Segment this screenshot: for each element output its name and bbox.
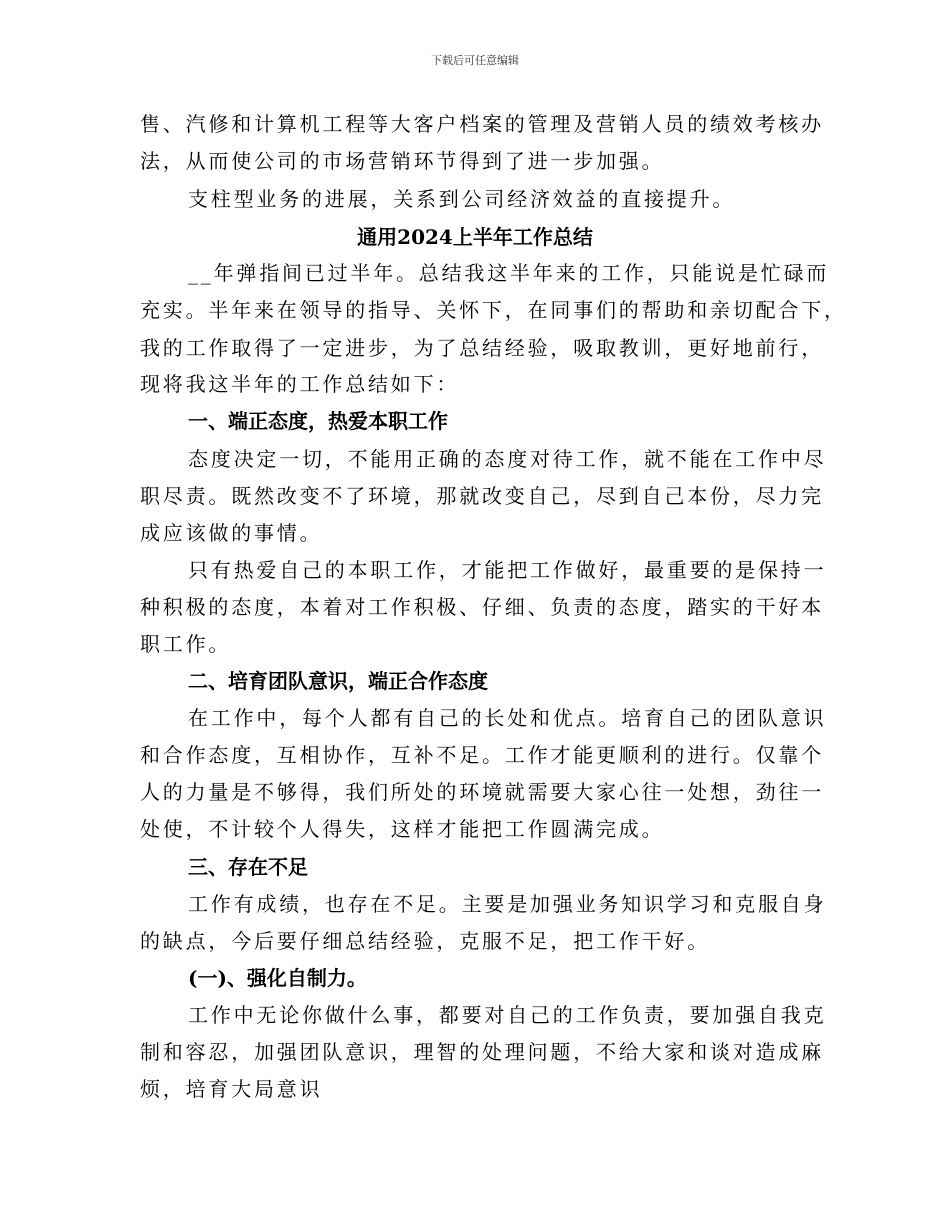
subsection-heading: (一)、强化自制力。 xyxy=(188,966,367,990)
page-header-note: 下载后可任意编辑 xyxy=(431,54,519,67)
body-line: 态度决定一切，不能用正确的态度对待工作，就不能在工作中尽 xyxy=(188,447,827,471)
body-line: 成应该做的事情。 xyxy=(140,521,323,545)
body-line: 支柱型业务的进展，关系到公司经济效益的直接提升。 xyxy=(188,187,736,211)
body-line: 法，从而使公司的市场营销环节得到了进一步加强。 xyxy=(140,149,665,173)
body-line: 的缺点，今后要仔细总结经验，克服不足，把工作干好。 xyxy=(140,929,710,953)
body-line: 种积极的态度，本着对工作积极、仔细、负责的态度，踏实的干好本 xyxy=(140,595,824,619)
body-line: 工作有成绩，也存在不足。主要是加强业务知识学习和克服自身 xyxy=(188,892,827,916)
body-line: 工作中无论你做什么事，都要对自己的工作负责，要加强自我克 xyxy=(188,1003,827,1027)
body-line: 只有热爱自己的本职工作，才能把工作做好，最重要的是保持一 xyxy=(188,558,827,582)
section-heading: 一、端正态度，热爱本职工作 xyxy=(188,409,448,433)
body-line: 制和容忍，加强团队意识，理智的处理问题，不给大家和谈对造成麻 xyxy=(140,1040,824,1064)
document-title: 通用2024上半年工作总结 xyxy=(357,225,593,249)
section-heading: 三、存在不足 xyxy=(188,855,308,879)
body-line: 人的力量是不够得，我们所处的环境就需要大家心往一处想，劲往一 xyxy=(140,780,824,804)
body-line: 我的工作取得了一定进步，为了总结经验，吸取教训，更好地前行， xyxy=(140,336,824,360)
body-line: 烦，培育大局意识 xyxy=(140,1077,323,1101)
body-line: 和合作态度，互相协作，互补不足。工作才能更顺利的进行。仅靠个 xyxy=(140,743,824,767)
body-line: 职工作。 xyxy=(140,632,232,656)
body-line: __年弹指间已过半年。总结我这半年来的工作，只能说是忙碌而 xyxy=(188,261,830,285)
body-line: 售、汽修和计算机工程等大客户档案的管理及营销人员的绩效考核办 xyxy=(140,112,824,136)
body-line: 现将我这半年的工作总结如下： xyxy=(140,372,460,396)
section-heading: 二、培育团队意识，端正合作态度 xyxy=(188,669,488,693)
body-line: 充实。半年来在领导的指导、关怀下，在同事们的帮助和亲切配合下， xyxy=(140,298,847,322)
body-line: 职尽责。既然改变不了环境，那就改变自己，尽到自己本份，尽力完 xyxy=(140,484,824,508)
body-line: 处使，不计较个人得失，这样才能把工作圆满完成。 xyxy=(140,817,665,841)
body-line: 在工作中，每个人都有自己的长处和优点。培育自己的团队意识 xyxy=(188,706,827,730)
